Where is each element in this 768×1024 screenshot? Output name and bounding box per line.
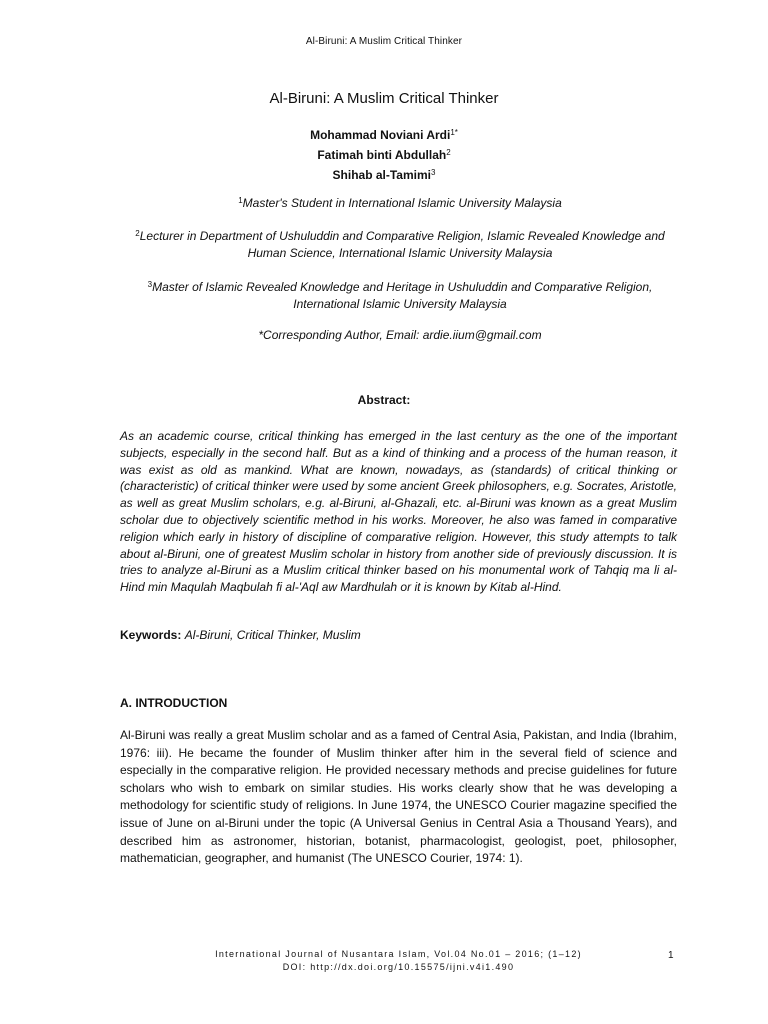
- author-name: Shihab al-Tamimi: [332, 168, 431, 182]
- affiliation-1: [120, 192, 680, 212]
- section-heading-introduction: A. INTRODUCTION: [120, 696, 228, 710]
- affiliation-marker: 1: [238, 196, 243, 205]
- running-head: Al-Biruni: A Muslim Critical Thinker: [305, 36, 463, 47]
- author-marker: 1*: [450, 128, 458, 137]
- author-marker: 3: [431, 168, 436, 177]
- author-name: Fatimah binti Abdullah: [317, 148, 447, 162]
- corresponding-author: *Corresponding Author, Email: ardie.iium@gmail.com: [258, 328, 542, 342]
- page-number: 1: [668, 950, 674, 961]
- keywords: [120, 628, 677, 642]
- keywords-values: Al-Biruni, Critical Thinker, Muslim: [184, 628, 361, 642]
- author-list: [0, 124, 768, 184]
- abstract-heading: Abstract:: [357, 393, 411, 407]
- affiliation-text: Master's Student in International Islamic University Malaysia: [242, 196, 562, 210]
- affiliation-text: Master of Islamic Revealed Knowledge and Heritage in Ushuluddin and Comparative Religion, International Islamic University Malaysia: [152, 280, 653, 311]
- affiliation-3: [120, 276, 680, 313]
- author-3: [0, 164, 768, 184]
- author-name: Mohammad Noviani Ardi: [310, 128, 451, 142]
- author-2: [0, 144, 768, 164]
- introduction-body: Al-Biruni was really a great Muslim scholar and as a famed of Central Asia, Pakistan, and India (Ibrahim, 1976: iii). He became the founder of Muslim thinker after him in the several field of science and especially in the comparative religion. He provided necessary methods and precise guidelines for future scholars who wish to embark on similar studies. His works clearly show that he was developing a methodology for scientific study of religions. In June 1974, the UNESCO Courier magazine specified the issue of June on al-Biruni under the topic (A Universal Genius in Central Asia a Thousand Years), and described him as astronomer, historian, botanist, pharmacologist, geologist, poet, philosopher, mathematician, geographer, and humanist (The UNESCO Courier, 1974: 1).: [120, 728, 677, 866]
- author-marker: 2: [446, 148, 451, 157]
- abstract-body: As an academic course, critical thinking has emerged in the last century as the one of the important subjects, especially in the second half. But as a kind of thinking and a process of the human reason, it was exist as old as mankind. What are known, nowadays, as (standards) of critical thinking or (characteristic) of critical thinker were used by some ancient Greek philosophers, e.g. Socrates, Aristotle, as well as great Muslim scholars, e.g. al-Biruni, al-Ghazali, etc. al-Biruni was known as a great Muslim scholar due to objectively scientific method in his works. Moreover, he also was famed in comparative religion which early in history of discipline of comparative religion. However, this study attempts to talk about al-Biruni, one of greatest Muslim scholar in history from another side of previously discussion. It is tries to analyze al-Biruni as a Muslim critical thinker based on his monumental work of Tahqiq ma li al-Hind min Maqulah Maqbulah fi al-'Aql aw Mardhulah or it is known by Kitab al-Hind.: [120, 429, 677, 595]
- page-footer: [120, 948, 677, 974]
- affiliation-text: Lecturer in Department of Ushuluddin and Comparative Religion, Islamic Revealed Knowledge and Human Science, International Islamic University Malaysia: [139, 229, 665, 260]
- author-1: [0, 124, 768, 144]
- keywords-label: Keywords:: [120, 628, 182, 642]
- affiliation-marker: 2: [135, 229, 140, 238]
- paper-title: Al-Biruni: A Muslim Critical Thinker: [269, 90, 499, 107]
- affiliation-2: [120, 225, 680, 262]
- footer-doi[interactable]: DOI: http://dx.doi.org/10.15575/ijni.v4i1.490: [282, 962, 515, 972]
- affiliation-marker: 3: [147, 280, 153, 289]
- footer-journal-citation: International Journal of Nusantara Islam, Vol.04 No.01 – 2016; (1–12): [215, 949, 582, 959]
